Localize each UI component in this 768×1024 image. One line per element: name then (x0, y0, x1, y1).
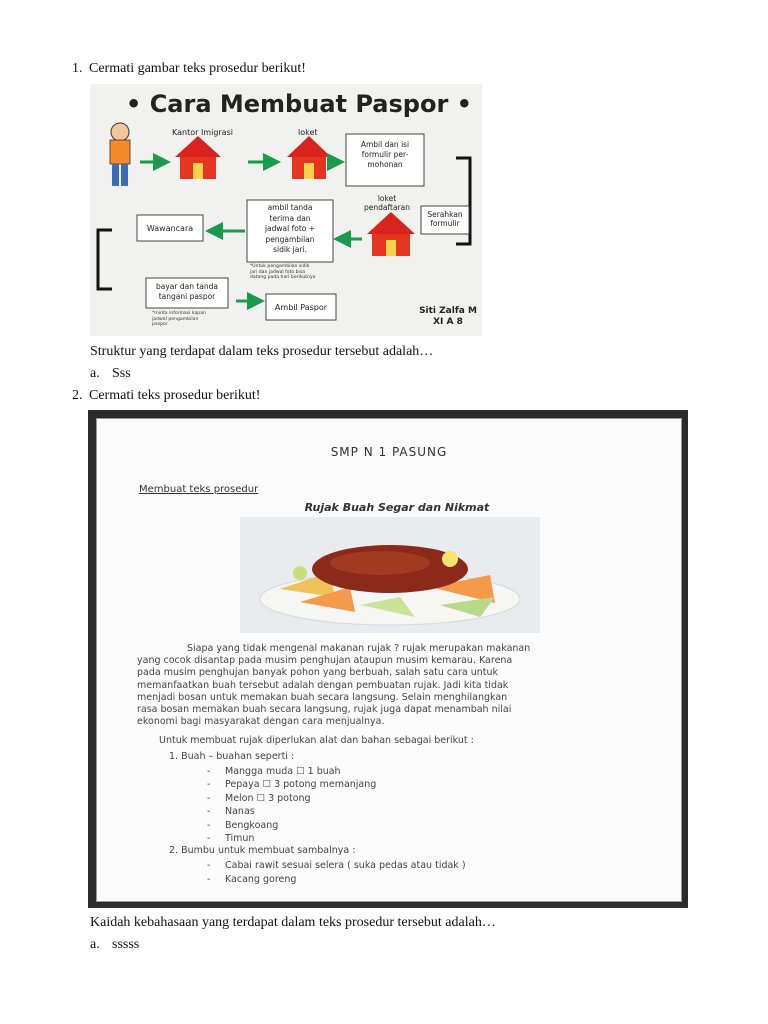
answer-text: Sss (112, 366, 131, 381)
list2 (207, 859, 607, 887)
list-item (207, 778, 507, 791)
label-kantor-imigrasi: Kantor Imigrasi (172, 128, 233, 137)
bullet-dash: - (207, 833, 211, 845)
text-line: *Untuk pengambilan sidik (250, 264, 310, 269)
text-line: jadwal pengambilan (152, 316, 199, 322)
text-line: jari dan jadwal foto bisa (250, 269, 306, 275)
note-jadwal (152, 311, 206, 328)
bullet-dash: - (207, 874, 211, 885)
list1 (207, 765, 507, 845)
bullet-dash: - (207, 819, 211, 831)
box-ambil-isi (346, 140, 424, 170)
note-sidik-jari (250, 264, 316, 281)
house-icon (175, 136, 221, 179)
list2-title: 2. Bumbu untuk membuat sambalnya : (169, 845, 356, 856)
text-line: jadwal foto + (264, 224, 316, 233)
house-icon (367, 212, 415, 256)
text-line: mohonan (367, 160, 403, 169)
question-text: Cermati gambar teks prosedur berikut! (89, 61, 306, 76)
question-1-prompt (72, 61, 306, 77)
paragraph-line: Siapa yang tidak mengenal makanan rujak ? rujak merupakan makanan (187, 643, 531, 654)
text-line: formulir (430, 219, 460, 228)
list-item (207, 765, 507, 778)
doc-title: Rujak Buah Segar dan Nikmat (304, 501, 490, 514)
bullet-dash: - (207, 792, 211, 804)
text-line: terima dan (269, 213, 311, 223)
text-line: Ambil dan isi (360, 140, 410, 149)
item-text: Kacang goreng (225, 874, 297, 885)
label-loket-pendaftaran (352, 194, 422, 212)
text-line: loket (377, 194, 397, 203)
question-text: Cermati teks prosedur berikut! (89, 388, 261, 403)
item-text: Timun (225, 833, 255, 845)
bullet-dash: - (207, 779, 211, 791)
paragraph-line: rasa bosan memakan buah secara langsung, rujak juga dapat menambah nilai (137, 704, 512, 716)
house-icon (287, 136, 331, 179)
list1-title: 1. Buah – buahan seperti : (169, 751, 295, 762)
list-item (207, 805, 507, 818)
answer-text: sssss (112, 937, 140, 952)
paragraph-line: ekonomi bagi masyarakat dengan cara menjualnya. (137, 716, 385, 728)
person-icon (110, 123, 130, 186)
paragraph-line: pada musim penghujan banyak pohon yang berbuah, salah satu cara untuk (137, 667, 499, 679)
answer-1 (90, 366, 131, 382)
question-number: 1. (72, 61, 83, 76)
item-text: Pepaya ☐ 3 potong memanjang (225, 779, 377, 791)
item-text: Cabai rawit sesuai selera ( suka pedas atau tidak ) (225, 860, 466, 871)
list-item (207, 859, 607, 873)
paragraph-line: menjadi bosan untuk memakan buah secara langsung. Selain menghilangkan (137, 691, 508, 703)
question-number: 2. (72, 388, 83, 403)
flowchart-title: • Cara Membuat Paspor • (126, 90, 472, 118)
paragraph-line: memanfaatkan buah tersebut adalah dengan pembuatan rujak. Jadi kita tidak (137, 679, 509, 691)
text-line: pengambilan (265, 234, 315, 244)
text-line: formulir per- (361, 150, 409, 159)
school-name: SMP N 1 PASUNG (330, 445, 448, 459)
item-text: Melon ☐ 3 potong (225, 792, 311, 804)
box-ambil-tanda (247, 203, 333, 256)
box-serahkan (421, 210, 469, 228)
question-2-sub: Kaidah kebahasaan yang terdapat dalam teks prosedur tersebut adalah… (90, 915, 496, 930)
answer-letter: a. (90, 937, 100, 952)
label-loket: loket (298, 128, 318, 137)
figure-paspor-flowchart (90, 84, 482, 336)
text-line: paspor (152, 322, 168, 328)
text-line: Serahkan (427, 210, 463, 219)
doc-heading: Membuat teks prosedur (139, 484, 259, 495)
scanned-page (96, 418, 682, 902)
text-line: Siti Zalfa M (419, 306, 477, 316)
doc-paragraph (137, 643, 657, 728)
bullet-dash: - (207, 860, 211, 871)
paragraph-line: yang cocok disantap pada musim penghujan ataupun musim kemarau. Karena (137, 655, 513, 667)
box-bayar (146, 282, 228, 302)
text-line: pendaftaran (364, 203, 410, 212)
bullet-dash: - (207, 806, 211, 818)
question-1-sub: Struktur yang terdapat dalam teks prosedur tersebut adalah… (90, 344, 434, 359)
text-line: sidik jari. (273, 245, 307, 254)
box-ambil-paspor: Ambil Paspor (274, 303, 328, 312)
answer-2 (90, 937, 140, 953)
rujak-photo (240, 517, 540, 633)
list-item (207, 792, 507, 805)
text-line: *minta informasi kapan (152, 311, 206, 316)
bullet-dash: - (207, 766, 211, 777)
item-text: Nanas (225, 806, 255, 818)
text-line: ambil tanda (267, 203, 313, 212)
answer-letter: a. (90, 366, 100, 381)
item-text: Bengkoang (225, 819, 279, 831)
box-wawancara: Wawancara (146, 224, 194, 233)
text-line: tangani paspor (158, 292, 216, 301)
doc-intro: Untuk membuat rujak diperlukan alat dan bahan sebagai berikut : (159, 735, 474, 746)
list-item (207, 819, 507, 832)
item-text: Mangga muda ☐ 1 buah (225, 766, 341, 777)
author-credit (416, 306, 480, 328)
text-line: bayar dan tanda (156, 282, 218, 291)
list-item (207, 873, 607, 887)
text-line: XI A 8 (433, 317, 463, 327)
list-item (207, 832, 507, 845)
question-2-prompt (72, 388, 261, 404)
text-line: datang pada hari berikutnya (250, 275, 316, 281)
figure-rujak-document (88, 410, 688, 908)
